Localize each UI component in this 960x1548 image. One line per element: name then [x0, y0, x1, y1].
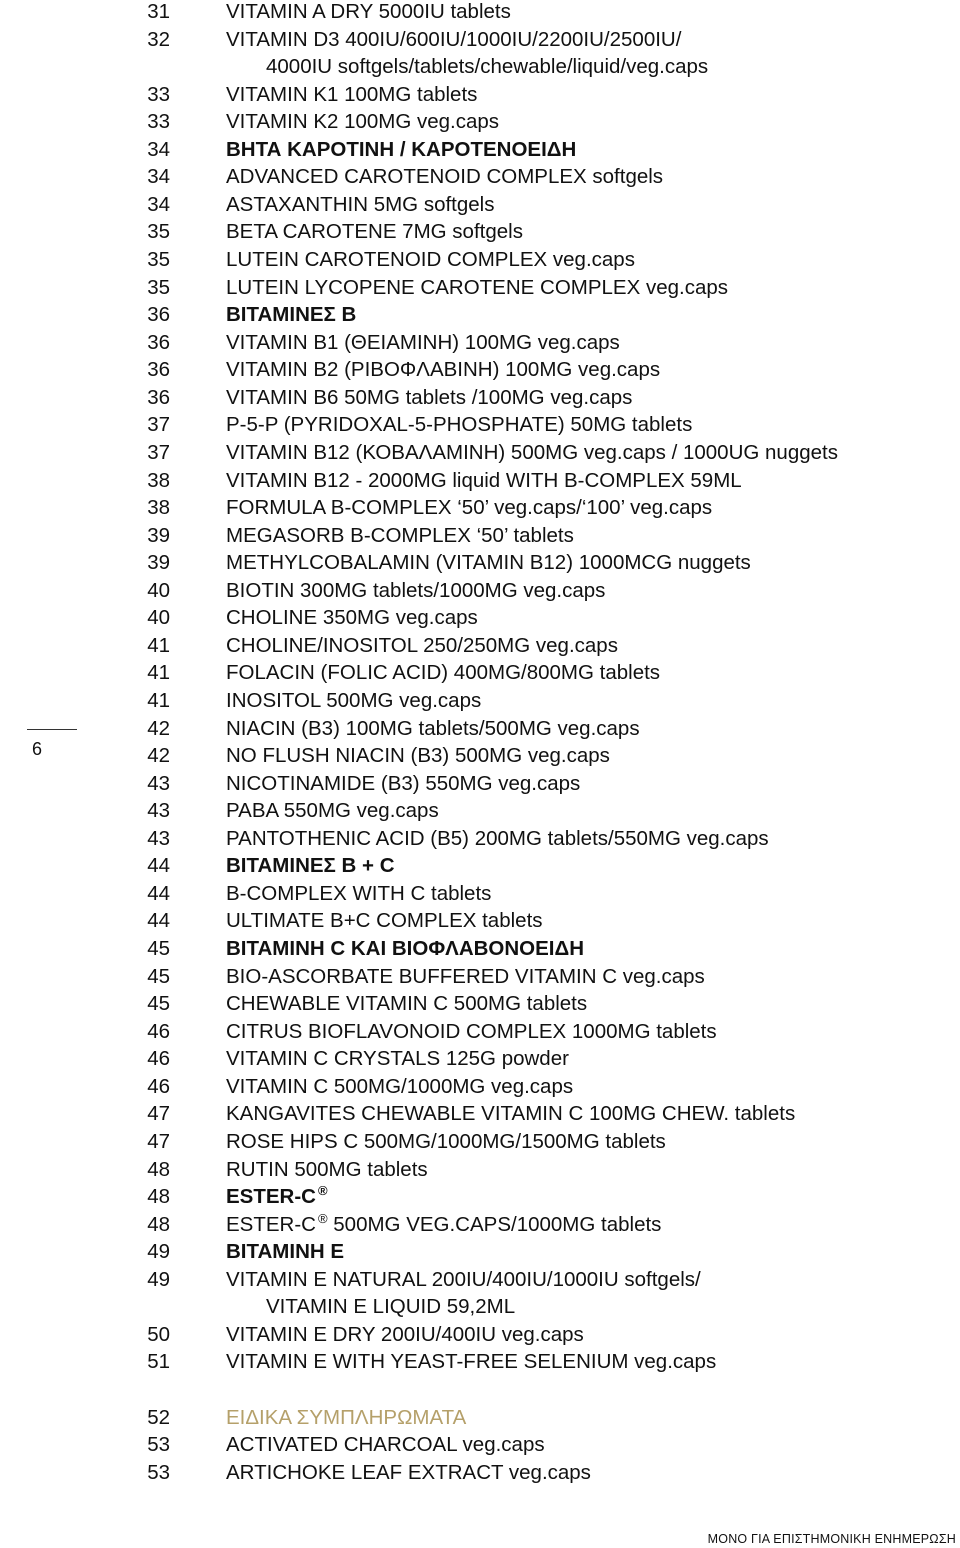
- page-ref: 45: [147, 992, 170, 1016]
- toc-entry: [0, 659, 960, 686]
- entry-title-text: NICOTINAMIDE (B3) 550MG veg.caps: [226, 771, 581, 795]
- entry-title-text: NO FLUSH NIACIN (B3) 500MG veg.caps: [226, 744, 610, 768]
- toc-entry: [0, 1211, 960, 1238]
- toc-entry: [0, 246, 960, 273]
- toc-entry: [0, 467, 960, 494]
- entry-title: [226, 411, 692, 438]
- entry-title: [266, 53, 708, 80]
- entry-title: [226, 659, 660, 686]
- entry-title-text: KANGAVITES CHEWABLE VITAMIN C 100MG CHEW. tablets: [226, 1102, 796, 1126]
- entry-title: [226, 246, 635, 273]
- entry-title: [226, 990, 587, 1017]
- entry-title: [226, 467, 742, 494]
- page-ref: 48: [147, 1185, 170, 1209]
- entry-title: [226, 522, 574, 549]
- section-heading: [226, 1404, 466, 1431]
- entry-title: [226, 163, 663, 190]
- entry-title: [266, 1293, 515, 1320]
- entry-title: [226, 494, 712, 521]
- page-ref: 49: [147, 1267, 170, 1291]
- entry-title-suffix: 500MG VEG.CAPS/1000MG tablets: [327, 1212, 662, 1236]
- entry-title-text: ROSE HIPS C 500MG/1000MG/1500MG tablets: [226, 1129, 666, 1153]
- page-ref: 31: [147, 0, 170, 23]
- section-heading: [226, 1183, 328, 1210]
- toc-entry: [0, 439, 960, 466]
- page-ref: 32: [147, 27, 170, 51]
- entry-title: [226, 1045, 569, 1072]
- entry-title-text: METHYLCOBALAMIN (VITAMIN B12) 1000MCG nuggets: [226, 551, 751, 575]
- toc-entry: [0, 522, 960, 549]
- page-ref: 45: [147, 937, 170, 961]
- toc-entry: [0, 384, 960, 411]
- entry-title-text: VITAMIN E NATURAL 200IU/400IU/1000IU softgels/: [226, 1267, 701, 1291]
- entry-title: [226, 1100, 795, 1127]
- section-heading: [226, 852, 395, 879]
- toc-entry: [0, 1348, 960, 1375]
- section-heading: [226, 935, 584, 962]
- entry-title-text: CITRUS BIOFLAVONOID COMPLEX 1000MG tablets: [226, 1019, 717, 1043]
- toc-entry: [0, 687, 960, 714]
- toc-entry: [0, 632, 960, 659]
- entry-title: [226, 191, 494, 218]
- toc-entry: [0, 411, 960, 438]
- entry-title: [226, 1459, 591, 1486]
- toc-entry: [0, 1459, 960, 1486]
- page-ref: 41: [147, 633, 170, 657]
- entry-title: [226, 108, 499, 135]
- page-ref: 45: [147, 964, 170, 988]
- toc-entry: [0, 1238, 960, 1265]
- page-ref: 52: [147, 1405, 170, 1429]
- entry-title-text: RUTIN 500MG tablets: [226, 1157, 428, 1181]
- page-ref: 42: [147, 744, 170, 768]
- entry-title: [226, 356, 660, 383]
- entry-title-text: FORMULA B-COMPLEX ‘50’ veg.caps/‘100’ veg.caps: [226, 496, 713, 520]
- entry-title: [226, 384, 632, 411]
- entry-title: [226, 218, 523, 245]
- page-ref: 37: [147, 440, 170, 464]
- entry-title-text: MEGASORB B-COMPLEX ‘50’ tablets: [226, 523, 574, 547]
- entry-title-text: VITAMIN B6 50MG tablets /100MG veg.caps: [226, 385, 633, 409]
- entry-title-text: PABA 550MG veg.caps: [226, 799, 439, 823]
- entry-title-text: ACTIVATED CHARCOAL veg.caps: [226, 1433, 545, 1457]
- toc-entry: [0, 742, 960, 769]
- toc-entry: [0, 852, 960, 879]
- toc-entry: [0, 356, 960, 383]
- toc-entry: [0, 1128, 960, 1155]
- entry-title: [226, 0, 511, 25]
- entry-title-text: ADVANCED CAROTENOID COMPLEX softgels: [226, 165, 664, 189]
- page-ref: 46: [147, 1074, 170, 1098]
- entry-title-text: ESTER-C: [226, 1212, 316, 1236]
- entry-title-text: VITAMIN K1 100MG tablets: [226, 82, 478, 106]
- entry-title: [226, 577, 605, 604]
- page-ref: 34: [147, 137, 170, 161]
- entry-title-text: BIOTIN 300MG tablets/1000MG veg.caps: [226, 578, 606, 602]
- page-ref: 40: [147, 606, 170, 630]
- entry-title: [226, 632, 618, 659]
- entry-title-text: ASTAXANTHIN 5MG softgels: [226, 192, 495, 216]
- entry-title-text: B-COMPLEX WITH C tablets: [226, 881, 492, 905]
- entry-title: [226, 1266, 701, 1293]
- entry-title: [226, 1211, 661, 1238]
- toc-entry: [0, 990, 960, 1017]
- toc-entry: [0, 1266, 960, 1293]
- entry-title-text: VITAMIN B12 - 2000MG liquid WITH B-COMPLEX 59ML: [226, 468, 742, 492]
- section-heading: [226, 136, 576, 163]
- page-ref: 44: [147, 854, 170, 878]
- footer-note: ΜΟΝΟ ΓΙΑ ΕΠΙΣΤΗΜΟΝΙΚΗ ΕΝΗΜΕΡΩΣΗ: [707, 1532, 956, 1546]
- entry-title-text: VITAMIN E LIQUID 59,2ML: [266, 1295, 516, 1319]
- entry-title-text: ΒΙΤΑΜΙΝΕΣ Β: [226, 303, 357, 327]
- entry-title: [226, 1321, 584, 1348]
- entry-title: [226, 549, 751, 576]
- toc-entry: [0, 1293, 960, 1320]
- entry-title-text: VITAMIN D3 400IU/600IU/1000IU/2200IU/2500IU/: [226, 27, 682, 51]
- entry-title: [226, 439, 838, 466]
- page-ref: 53: [147, 1433, 170, 1457]
- toc-entry: [0, 1321, 960, 1348]
- entry-title-text: NIACIN (B3) 100MG tablets/500MG veg.caps: [226, 716, 640, 740]
- entry-title-text: CHOLINE 350MG veg.caps: [226, 606, 478, 630]
- toc-entry: [0, 218, 960, 245]
- page-ref: 46: [147, 1047, 170, 1071]
- page-ref: 34: [147, 165, 170, 189]
- page-ref: 36: [147, 358, 170, 382]
- entry-title-text: BETA CAROTENE 7MG softgels: [226, 220, 523, 244]
- entry-title: [226, 880, 491, 907]
- toc-entry: [0, 797, 960, 824]
- toc-entry: [0, 301, 960, 328]
- entry-title: [226, 1431, 545, 1458]
- toc-entry: [0, 1431, 960, 1458]
- entry-title-text: VITAMIN K2 100MG veg.caps: [226, 110, 500, 134]
- page-ref: 35: [147, 275, 170, 299]
- toc-entry: [0, 770, 960, 797]
- entry-title-text: LUTEIN LYCOPENE CAROTENE COMPLEX veg.caps: [226, 275, 729, 299]
- toc-entry: [0, 191, 960, 218]
- entry-title-text: CHOLINE/INOSITOL 250/250MG veg.caps: [226, 633, 618, 657]
- entry-title-text: ΒΙΤΑΜΙΝΗ Ε: [226, 1240, 345, 1264]
- toc-entry: [0, 53, 960, 80]
- entry-title-text: BIO-ASCORBATE BUFFERED VITAMIN C veg.caps: [226, 964, 705, 988]
- entry-title: [226, 1128, 666, 1155]
- toc-entry: [0, 604, 960, 631]
- toc-entry: [0, 1404, 960, 1431]
- toc-entry: [0, 907, 960, 934]
- entry-title-text: VITAMIN E DRY 200IU/400IU veg.caps: [226, 1322, 584, 1346]
- page-ref: 35: [147, 248, 170, 272]
- page-ref: 48: [147, 1212, 170, 1236]
- entry-title-text: ΕΙΔΙΚΑ ΣΥΜΠΛΗΡΩΜΑΤΑ: [226, 1405, 467, 1429]
- entry-title: [226, 963, 705, 990]
- toc-entry: [0, 494, 960, 521]
- entry-title-text: ΒΙΤΑΜΙΝΕΣ Β + C: [226, 854, 395, 878]
- entry-title-text: VITAMIN B1 (ΘΕΙΑΜΙΝΗ) 100MG veg.caps: [226, 330, 620, 354]
- entry-title-text: VITAMIN C 500MG/1000MG veg.caps: [226, 1074, 574, 1098]
- page-ref: 33: [147, 82, 170, 106]
- section-heading: [226, 301, 356, 328]
- page-ref: 38: [147, 468, 170, 492]
- toc-entry: [0, 715, 960, 742]
- page-ref: 51: [147, 1350, 170, 1374]
- page-ref: 39: [147, 551, 170, 575]
- entry-title: [226, 687, 481, 714]
- entry-title: [226, 81, 477, 108]
- toc-entry: [0, 880, 960, 907]
- page-ref: 39: [147, 523, 170, 547]
- entry-title-text: FOLACIN (FOLIC ACID) 400MG/800MG tablets: [226, 661, 661, 685]
- page-ref: 46: [147, 1019, 170, 1043]
- toc-entry: [0, 549, 960, 576]
- entry-title: [226, 604, 478, 631]
- toc-entry: [0, 274, 960, 301]
- page-ref: 36: [147, 385, 170, 409]
- entry-title-text: ULTIMATE B+C COMPLEX tablets: [226, 909, 543, 933]
- page-ref: 47: [147, 1129, 170, 1153]
- entry-title-text: VITAMIN E WITH YEAST-FREE SELENIUM veg.caps: [226, 1350, 717, 1374]
- entry-title: [226, 1018, 717, 1045]
- toc-entry: [0, 329, 960, 356]
- entry-title: [226, 274, 728, 301]
- entry-title: [226, 825, 769, 852]
- page-ref: 43: [147, 826, 170, 850]
- page-ref: 33: [147, 110, 170, 134]
- section-heading: [226, 1238, 344, 1265]
- page-number: 6: [31, 739, 42, 759]
- entry-title-text: VITAMIN B12 (ΚΟΒΑΛΑΜΙΝΗ) 500MG veg.caps / 1000UG nuggets: [226, 440, 838, 464]
- page-ref: 35: [147, 220, 170, 244]
- entry-title-text: ESTER-C: [226, 1185, 316, 1209]
- page-ref: 49: [147, 1240, 170, 1264]
- page-ref: 36: [147, 330, 170, 354]
- toc-entry: [0, 1018, 960, 1045]
- registered-mark: ®: [317, 1183, 328, 1199]
- page-ref: 40: [147, 578, 170, 602]
- entry-title: [226, 1348, 716, 1375]
- toc-entry: [0, 163, 960, 190]
- page-ref: 37: [147, 413, 170, 437]
- page-ref: 43: [147, 771, 170, 795]
- entry-title-text: ARTICHOKE LEAF EXTRACT veg.caps: [226, 1460, 591, 1484]
- entry-title: [226, 26, 681, 53]
- page-ref: 43: [147, 799, 170, 823]
- entry-title: [226, 770, 580, 797]
- page-ref: 42: [147, 716, 170, 740]
- toc-entry: [0, 1100, 960, 1127]
- entry-title: [226, 742, 610, 769]
- toc-entry: [0, 26, 960, 53]
- page-ref: 34: [147, 192, 170, 216]
- page-ref: 38: [147, 496, 170, 520]
- entry-title: [226, 715, 640, 742]
- page-ref: 36: [147, 303, 170, 327]
- toc-entry: [0, 935, 960, 962]
- entry-title: [226, 1073, 573, 1100]
- entry-title-text: VITAMIN B2 (ΡΙΒΟΦΛΑΒΙΝΗ) 100MG veg.caps: [226, 358, 661, 382]
- entry-title-text: VITAMIN C CRYSTALS 125G powder: [226, 1047, 569, 1071]
- registered-mark: ®: [317, 1210, 328, 1226]
- entry-title-text: 4000IU softgels/tablets/chewable/liquid/veg.caps: [266, 55, 709, 79]
- toc-entry: [0, 136, 960, 163]
- entry-title: [226, 907, 543, 934]
- toc-entry: [0, 1156, 960, 1183]
- entry-title: [226, 329, 620, 356]
- page-ref: 48: [147, 1157, 170, 1181]
- page-ref: 47: [147, 1102, 170, 1126]
- toc-entry: [0, 825, 960, 852]
- page-ref: 53: [147, 1460, 170, 1484]
- entry-title-text: LUTEIN CAROTENOID COMPLEX veg.caps: [226, 248, 635, 272]
- entry-title-text: PANTOTHENIC ACID (B5) 200MG tablets/550MG veg.caps: [226, 826, 769, 850]
- toc-entry: [0, 963, 960, 990]
- page-ref: 44: [147, 909, 170, 933]
- page-ref: 41: [147, 689, 170, 712]
- toc-entry: [0, 81, 960, 108]
- toc-entry: [0, 0, 960, 25]
- toc-entry: [0, 577, 960, 604]
- page-ref: 44: [147, 881, 170, 905]
- toc-entry: [0, 1045, 960, 1072]
- entry-title-text: VITAMIN A DRY 5000IU tablets: [226, 0, 511, 23]
- page-ref: 50: [147, 1322, 170, 1346]
- entry-title: [226, 1156, 428, 1183]
- page-ref: 41: [147, 661, 170, 685]
- entry-title-text: P-5-P (PYRIDOXAL-5-PHOSPHATE) 50MG tablets: [226, 413, 693, 437]
- entry-title-text: CHEWABLE VITAMIN C 500MG tablets: [226, 992, 588, 1016]
- entry-title-text: ΒΗΤΑ ΚΑΡΟΤΙΝΗ / ΚΑΡΟΤΕΝΟΕΙΔΗ: [226, 137, 577, 161]
- toc-entry: [0, 1073, 960, 1100]
- toc-entry: [0, 1183, 960, 1210]
- entry-title-text: INOSITOL 500MG veg.caps: [226, 689, 482, 712]
- entry-title: [226, 797, 439, 824]
- entry-title-text: ΒΙΤΑΜΙΝΗ C ΚΑΙ ΒΙΟΦΛΑΒΟΝΟΕΙΔΗ: [226, 937, 585, 961]
- toc-entry: [0, 108, 960, 135]
